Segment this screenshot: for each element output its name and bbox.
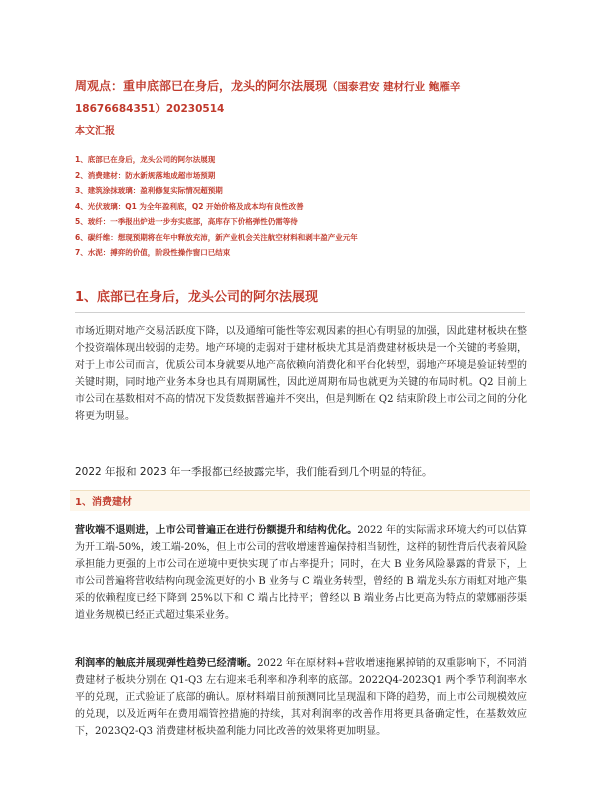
title-meta: （国泰君安 建材行业 鲍雁辛	[327, 81, 461, 93]
paragraph-lead: 营收端不退则进，上市公司普遍正在进行份额提升和结构优化。	[75, 525, 358, 536]
summary-item[interactable]: 3、建筑涂抹玻璃：盈利修复实际情况超预期	[75, 186, 223, 195]
summary-item[interactable]: 4、光伏玻璃：Q1 为全年盈利底，Q2 开始价格及成本均有良性改善	[75, 201, 304, 211]
subsection-highlight	[70, 490, 530, 511]
title-meta-date: 18676684351）20230514	[75, 103, 225, 115]
paragraph-revenue	[75, 522, 527, 624]
paragraph-lead: 利润率的触底并展现弹性趋势已经清晰。	[75, 658, 258, 669]
summary-item[interactable]: 5、玻纤：一季报出炉进一步夯实底部，高库存下价格弹性仍需等待	[75, 217, 298, 226]
summary-item[interactable]: 1、底部已在身后，龙头公司的阿尔法展现	[75, 155, 216, 164]
summary-list	[75, 152, 535, 261]
paragraph-intro: 市场近期对地产交易活跃度下降，以及通缩可能性等宏观因素的担心有明显的加强，因此建材板块在整个投资端体现出较弱的走势。地产环境的走弱对于建材板块尤其是消费建材板块是一个关键的考验期，对于上市公司而言，优质公司本身就要从地产高依赖向消费化和平台化转型，弱地产环境是验证转型的关键时期，同时地产业务本身也具有周期属性，因此逆周期布局也就更为关键的布局时机。Q2 目前上市公司在基数相对不高的情况下发货数据普遍并不突出，但是判断在 Q2 结束阶段上市公司之间的分化将更为明显。	[75, 326, 527, 422]
section-heading: 1、底部已在身后，龙头公司的阿尔法展现	[75, 290, 319, 305]
summary-label: 本文汇报	[75, 126, 115, 137]
paragraph-margin	[75, 655, 527, 740]
summary-item[interactable]: 7、水泥：搏弈的价值，阶段性操作窗口已结束	[75, 248, 231, 257]
summary-item[interactable]: 6、碳纤维：想现预期将在年中释放充沛，新产业机会关注航空材料和剥丰盈产业元年	[75, 232, 358, 242]
paragraph-body: 2022 年在原材料+营收增速拖累掉销的双重影响下，不同消费建材子板块分别在 Q1-Q3 左右迎来毛利率和净利率的底部。2022Q4-2023Q1 两个季节利润率水平的兑现，正式验证了底部的确认。原材料端目前预测同比呈现温和下降的趋势，而上市公司规模效应的兑现，以及近两年在费用端管控措施的持续，其对利润率的改善作用将更具备确定性，在基数效应下，2023Q2-Q3 消费建材板块盈利能力同比改善的效果将更加明显。	[75, 658, 527, 737]
section-divider	[75, 312, 525, 313]
summary-item[interactable]: 2、消费建材：防水新规落地成超市场预期	[75, 170, 216, 180]
document-title	[75, 74, 535, 121]
paragraph-body: 2022 年的实际需求环境大约可以估算为开工端-50%，竣工端-20%，但上市公司的营收增速普遍保持相当韧性，这样的韧性背后代表着风险承担能力更强的上市公司在逆境中更快实现了市占率提升；同时，在大 B 业务风险暴露的背景下，上市公司普遍将营收结构向现金流更好的小 B 业务与 C 端业务转型，曾经的 B 端龙头东方雨虹对地产集采的依赖程度已经下降到 25%以下和 C 端占比持平；曾经以 B 端业务占比更高为特点的蒙娜丽莎渠道业务规模已经正式超过集采业务。	[75, 525, 527, 621]
title-main: 周观点：重申底部已在身后，龙头的阿尔法展现	[75, 79, 328, 93]
paragraph-features: 2022 年报和 2023 年一季报都已经披露完毕，我们能看到几个明显的特征。	[75, 466, 433, 478]
subsection-heading: 1、消费建材	[75, 497, 132, 508]
